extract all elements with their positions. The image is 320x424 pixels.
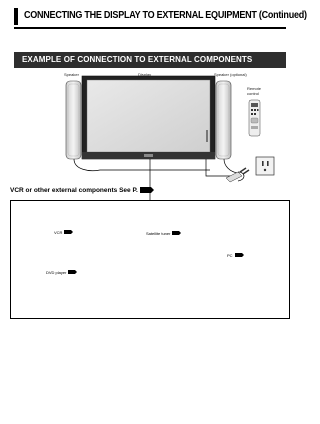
device-label-satellite-text: Satellite tuner xyxy=(146,231,171,236)
label-display: Display xyxy=(138,72,152,77)
page-reference-icon xyxy=(64,230,71,234)
page-title: CONNECTING THE DISPLAY TO EXTERNAL EQUIPMENT (Continued) xyxy=(24,9,307,21)
label-speaker-right: Speaker (optional) xyxy=(214,72,247,77)
device-label-pc xyxy=(227,253,242,258)
device-label-vcr-text: VCR xyxy=(54,230,63,235)
wall-outlet-icon xyxy=(256,157,274,175)
device-label-vcr xyxy=(54,230,71,235)
display-panel xyxy=(82,76,215,159)
page-reference-icon xyxy=(172,231,179,235)
label-speaker-left: Speaker xyxy=(64,72,79,77)
left-speaker xyxy=(66,81,81,159)
device-label-dvd-text: DVD player xyxy=(46,270,67,275)
device-label-satellite xyxy=(146,231,179,236)
remote-control-icon xyxy=(249,100,260,136)
section-title: EXAMPLE OF CONNECTION TO EXTERNAL COMPONENTS xyxy=(22,55,253,64)
page-reference-icon xyxy=(235,253,242,257)
power-plug-icon xyxy=(226,168,249,182)
page-reference-icon xyxy=(68,270,75,274)
external-heading-text: VCR or other external components See P. xyxy=(10,187,138,194)
external-components-box xyxy=(10,200,290,319)
external-heading xyxy=(10,187,151,194)
label-remote: Remote control xyxy=(247,86,262,96)
right-speaker xyxy=(216,81,231,159)
device-label-pc-text: PC xyxy=(227,253,233,258)
page-reference-icon xyxy=(140,187,151,193)
device-label-dvd xyxy=(46,270,75,275)
